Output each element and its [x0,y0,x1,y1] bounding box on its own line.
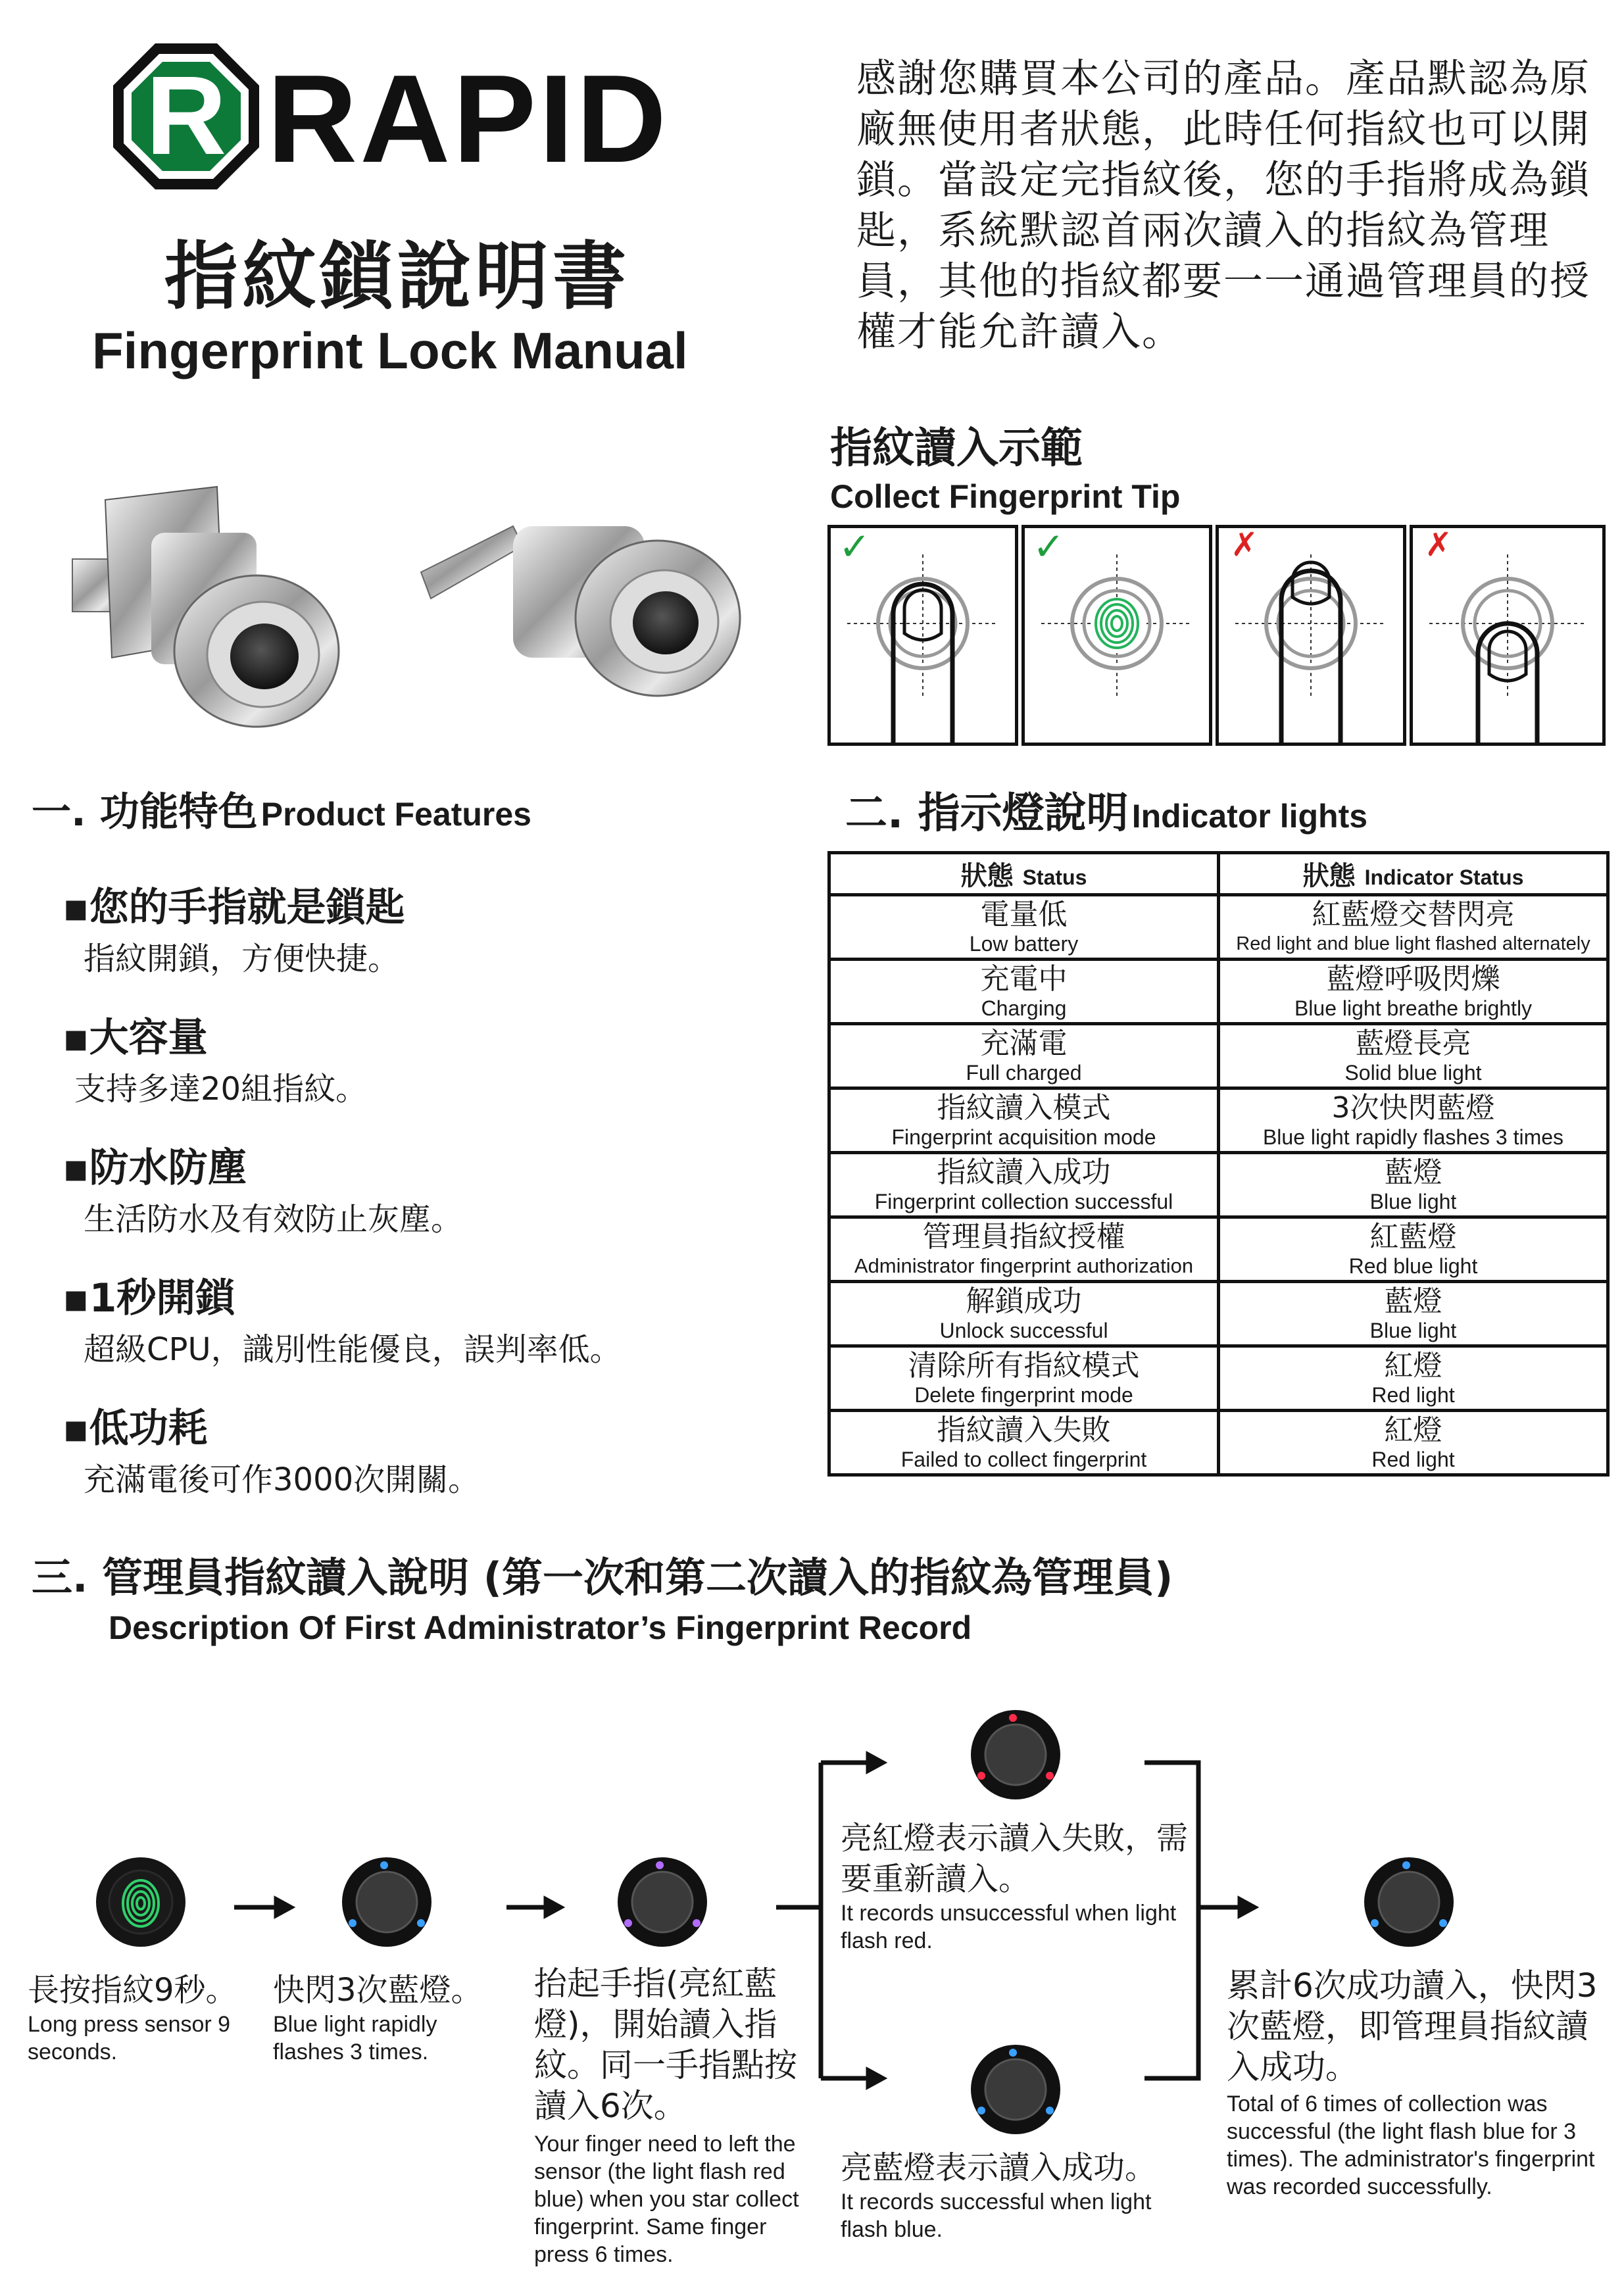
admin-heading-zh: 三. 管理員指紋讀入說明 (第一次和第二次讀入的指紋為管理員) [32,1553,1173,1601]
feature-item: ▪1秒開鎖 超級CPU，識別性能優良，誤判率低。 [62,1275,622,1368]
tip-title-zh: 指紋讀入示範 [830,424,1083,473]
brand-wordmark: RAPID [267,49,670,189]
check-mark: ✓ [839,524,871,569]
finger-centered-icon [831,528,1015,743]
table-row: 電量低 Low battery 紅藍燈交替閃亮 Red light and blue light flashed alternately [829,895,1608,960]
cross-mark: ✗ [1231,525,1258,564]
features-heading: 一. 功能特色 Product Features [32,789,531,835]
admin-heading-en: Description Of First Administrator’s Fingerprint Record [109,1609,972,1646]
step-3: 抬起手指(亮紅藍燈)，開始讀入指紋。同一手指點按讀入6次。 Your finger need to left the sensor (the light flash red blue) when you star collect fingerprint. Same finger press 6 times. [534,1965,799,2267]
table-row: 指紋讀入失敗 Failed to collect fingerprint 紅燈 Red light [829,1411,1608,1475]
table-row: 充滿電 Full charged 藍燈長亮 Solid blue light [829,1024,1608,1088]
table-row: 充電中 Charging 藍燈呼吸閃爍 Blue light breathe brightly [829,960,1608,1024]
manual-title-zh: 指紋鎖說明書 [164,234,630,320]
table-header-row [829,853,1608,895]
brand-logo [111,41,716,192]
step-1: 長按指紋9秒。 Long press sensor 9 seconds. [28,1972,237,2064]
tip-example-2 [1021,525,1212,746]
feature-list [62,885,622,1539]
table-row: 指紋讀入模式 Fingerprint acquisition mode 3次快閃藍燈 Blue light rapidly flashes 3 times [829,1088,1608,1153]
step-complete: 累計6次成功讀入，快閃3次藍燈，即管理員指紋讀入成功。 Total of 6 times of collection was successful (the light flash blue for 3 times). The administrator's fingerprint was recorded successfully. [1227,1966,1598,2199]
octagon-logo-icon [111,41,262,192]
tip-example-1 [827,525,1018,746]
step-fail: 亮紅燈表示讀入失敗，需要重新讀入。 It records unsuccessful when light flash red. [841,1820,1189,1953]
intro-paragraph: 感謝您購買本公司的產品。產品默認為原廠無使用者狀態，此時任何指紋也可以開鎖。當設定完指紋後，您的手指將成為鎖匙，系統默認首兩次讀入的指紋為管理員，其他的指紋都要一一通過管理員的授權才能允許讀入。 [856,56,1590,355]
table-row: 指紋讀入成功 Fingerprint collection successful 藍燈 Blue light [829,1153,1608,1217]
col-header-status: 狀態 Status [829,853,1219,895]
fingerprint-centered-icon [1025,528,1209,743]
table-row: 清除所有指紋模式 Delete fingerprint mode 紅燈 Red light [829,1346,1608,1411]
col-header-indicator: 狀態 Indicator Status [1219,853,1608,895]
table-row: 管理員指紋授權 Administrator fingerprint authorization 紅藍燈 Red blue light [829,1217,1608,1282]
finger-high-icon [1219,528,1403,743]
tip-title-en: Collect Fingerprint Tip [830,478,1181,515]
step-success: 亮藍燈表示讀入成功。 It records successful when light flash blue. [841,2149,1157,2242]
feature-item: ▪低功耗 充滿電後可作3000次開關。 [62,1405,480,1498]
cross-mark: ✗ [1425,525,1452,564]
manual-title-en: Fingerprint Lock Manual [92,322,688,379]
step-2: 快閃3次藍燈。 Blue light rapidly flashes 3 times. [273,1972,483,2064]
product-photo-square-lock [66,474,381,737]
indicator-table [827,851,1610,1477]
svg-text:R: R [145,53,227,178]
table-row: 解鎖成功 Unlock successful 藍燈 Blue light [829,1282,1608,1346]
feature-item: ▪您的手指就是鎖匙 指紋開鎖，方便快捷。 [62,885,405,977]
product-photo-cam-lock [414,500,756,710]
indicator-heading: 二. 指示燈說明 Indicator lights [845,789,1368,838]
tip-example-3 [1216,525,1406,746]
feature-item: ▪防水防塵 生活防水及有效防止灰塵。 [62,1145,463,1238]
feature-item: ▪大容量 支持多達20組指紋。 [62,1015,368,1108]
finger-low-icon [1413,528,1602,743]
check-mark: ✓ [1033,524,1065,569]
tip-example-4 [1410,525,1606,746]
